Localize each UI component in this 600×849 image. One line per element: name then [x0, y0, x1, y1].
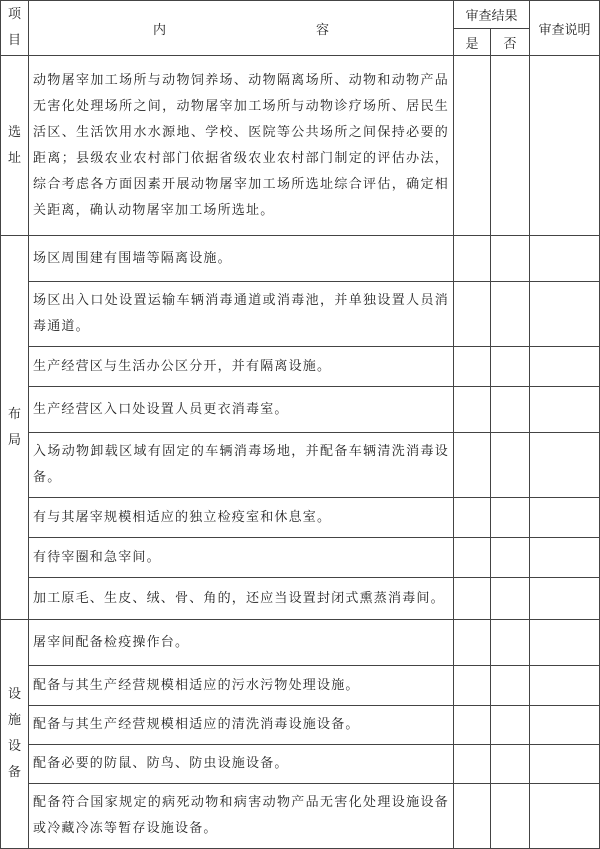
- no-cell[interactable]: [491, 620, 530, 666]
- no-cell[interactable]: [491, 56, 530, 236]
- yes-cell[interactable]: [454, 433, 491, 498]
- header-item: [1, 1, 29, 56]
- note-cell[interactable]: [530, 620, 600, 666]
- yes-cell[interactable]: [454, 578, 491, 620]
- no-cell[interactable]: [491, 236, 530, 282]
- note-cell[interactable]: [530, 538, 600, 578]
- note-cell[interactable]: [530, 282, 600, 347]
- content-cell: 配备必要的防鼠、防鸟、防虫设施设备。: [29, 745, 454, 784]
- content-cell: 配备与其生产经营规模相适应的污水污物处理设施。: [29, 666, 454, 706]
- yes-cell[interactable]: [454, 498, 491, 538]
- category-facilities: [1, 620, 29, 849]
- yes-cell[interactable]: [454, 347, 491, 387]
- yes-cell[interactable]: [454, 538, 491, 578]
- content-cell: 生产经营区与生活办公区分开，并有隔离设施。: [29, 347, 454, 387]
- category-layout: [1, 236, 29, 620]
- no-cell[interactable]: [491, 745, 530, 784]
- content-cell: 有待宰圈和急宰间。: [29, 538, 454, 578]
- header-content: [29, 1, 454, 56]
- yes-cell[interactable]: [454, 745, 491, 784]
- header-review-note: 审查说明: [530, 1, 600, 56]
- header-review-result: 审查结果: [454, 1, 530, 29]
- note-cell[interactable]: [530, 433, 600, 498]
- content-cell: 入场动物卸载区域有固定的车辆消毒场地，并配备车辆清洗消毒设备。: [29, 433, 454, 498]
- no-cell[interactable]: [491, 498, 530, 538]
- yes-cell[interactable]: [454, 666, 491, 706]
- note-cell[interactable]: [530, 347, 600, 387]
- category-char: 设: [7, 739, 21, 754]
- note-cell[interactable]: [530, 498, 600, 538]
- category-char: 址: [7, 150, 21, 166]
- no-cell[interactable]: [491, 282, 530, 347]
- note-cell[interactable]: [530, 578, 600, 620]
- category-char: 选: [7, 124, 21, 140]
- content-cell: 场区出入口处设置运输车辆消毒通道或消毒池，并单独设置人员消毒通道。: [29, 282, 454, 347]
- header-yes: 是: [454, 29, 491, 56]
- content-cell: 加工原毛、生皮、绒、骨、角的，还应当设置封闭式熏蒸消毒间。: [29, 578, 454, 620]
- category-char: 局: [7, 432, 21, 448]
- note-cell[interactable]: [530, 666, 600, 706]
- note-cell[interactable]: [530, 706, 600, 745]
- note-cell[interactable]: [530, 387, 600, 433]
- header-no: 否: [491, 29, 530, 56]
- category-site-selection: [1, 56, 29, 236]
- no-cell[interactable]: [491, 433, 530, 498]
- note-cell[interactable]: [530, 745, 600, 784]
- content-cell: 场区周围建有围墙等隔离设施。: [29, 236, 454, 282]
- no-cell[interactable]: [491, 784, 530, 849]
- yes-cell[interactable]: [454, 282, 491, 347]
- content-cell: 动物屠宰加工场所与动物饲养场、动物隔离场所、动物和动物产品无害化处理场所之间，动物屠宰加工场所与动物诊疗场所、居民生活区、生活饮用水水源地、学校、医院等公共场所之间保持必要的距离；县级农业农村部门依据省级农业农村部门制定的评估办法，综合考虑各方面因素开展动物屠宰加工场所选址综合评估，确定相关距离，确认动物屠宰加工场所选址。: [29, 56, 454, 236]
- header-content-right: 容: [316, 22, 330, 38]
- header-content-left: 内: [152, 22, 166, 38]
- category-char: 设: [7, 687, 21, 702]
- no-cell[interactable]: [491, 578, 530, 620]
- note-cell[interactable]: [530, 236, 600, 282]
- header-item-char: 目: [7, 33, 21, 48]
- no-cell[interactable]: [491, 538, 530, 578]
- yes-cell[interactable]: [454, 784, 491, 849]
- no-cell[interactable]: [491, 347, 530, 387]
- yes-cell[interactable]: [454, 56, 491, 236]
- note-cell[interactable]: [530, 56, 600, 236]
- yes-cell[interactable]: [454, 236, 491, 282]
- yes-cell[interactable]: [454, 706, 491, 745]
- note-cell[interactable]: [530, 784, 600, 849]
- category-char: 施: [7, 713, 21, 728]
- content-cell: 有与其屠宰规模相适应的独立检疫室和休息室。: [29, 498, 454, 538]
- category-char: 备: [7, 765, 21, 780]
- no-cell[interactable]: [491, 706, 530, 745]
- yes-cell[interactable]: [454, 620, 491, 666]
- category-char: 布: [7, 406, 21, 422]
- header-item-char: 项: [7, 7, 21, 22]
- content-cell: 屠宰间配备检疫操作台。: [29, 620, 454, 666]
- content-cell: 生产经营区入口处设置人员更衣消毒室。: [29, 387, 454, 433]
- yes-cell[interactable]: [454, 387, 491, 433]
- no-cell[interactable]: [491, 387, 530, 433]
- no-cell[interactable]: [491, 666, 530, 706]
- content-cell: 配备符合国家规定的病死动物和病害动物产品无害化处理设施设备或冷藏冷冻等暂存设施设备。: [29, 784, 454, 849]
- content-cell: 配备与其生产经营规模相适应的清洗消毒设施设备。: [29, 706, 454, 745]
